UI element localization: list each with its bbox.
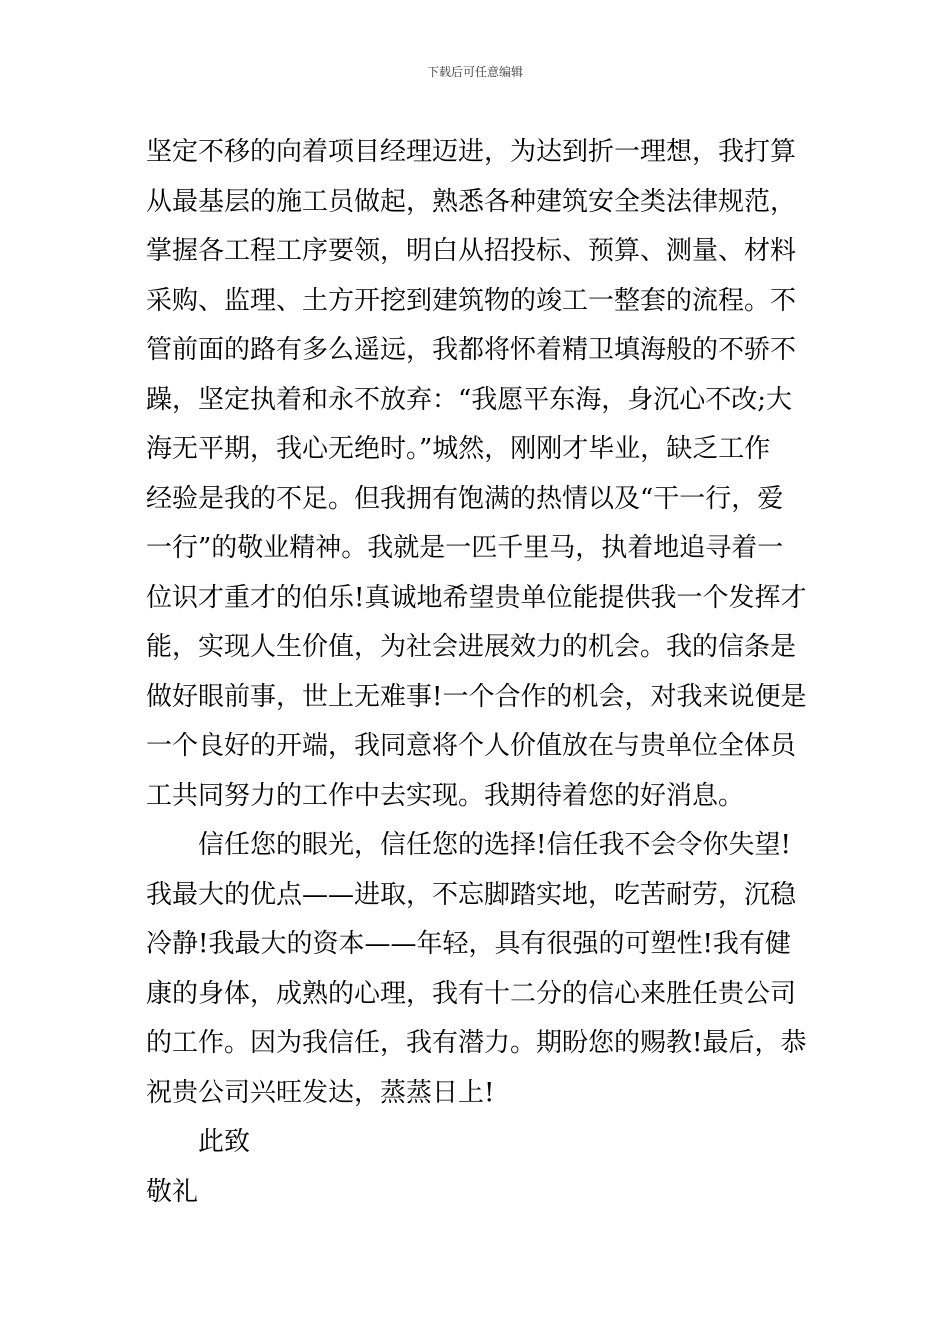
text-line: 冷静!我最大的资本——年轻，具有很强的可塑性!我有健 xyxy=(146,929,791,959)
text-line: 采购、监理、土方开挖到建筑物的竣工一整套的流程。不 xyxy=(146,285,797,316)
text-line: 一个良好的开端，我同意将个人价值放在与贵单位全体员 xyxy=(146,731,797,761)
closing-salutation: 此致 xyxy=(198,1127,251,1157)
closing-regards: 敬礼 xyxy=(146,1176,199,1207)
text-line: 工共同努力的工作中去实现。我期待着您的好消息。 xyxy=(146,780,745,811)
text-line: 坚定不移的向着项目经理迈进，为达到折一理想，我打算 xyxy=(146,137,797,167)
page-header: 下载后可任意编辑 xyxy=(426,65,523,79)
text-line: 能，实现人生价值，为社会进展效力的机会。我的信条是 xyxy=(146,632,797,662)
text-line: 躁，坚定执着和永不放弃：“我愿平东海，身沉心不改;大 xyxy=(146,384,793,415)
text-line: 海无平期，我心无绝时。”城然，刚刚才毕业，缺乏工作 xyxy=(146,434,771,464)
text-line: 从最基层的施工员做起，熟悉各种建筑安全类法律规范， xyxy=(146,186,797,217)
text-line: 一行”的敬业精神。我就是一匹千里马，执着地追寻着一 xyxy=(146,533,784,563)
text-line: 康的身体，成熟的心理，我有十二分的信心来胜任贵公司 xyxy=(146,978,797,1009)
text-line: 掌握各工程工序要领，明白从招投标、预算、测量、材料 xyxy=(146,236,797,266)
text-line: 经验是我的不足。但我拥有饱满的热情以及“干一行，爱 xyxy=(146,483,784,514)
text-line: 的工作。因为我信任，我有潜力。期盼您的赐教!最后，恭 xyxy=(146,1028,806,1058)
paragraph-start-line: 信任您的眼光，信任您的选择!信任我不会令你失望! xyxy=(198,830,791,860)
text-line: 做好眼前事，世上无难事!一个合作的机会，对我来说便是 xyxy=(146,681,806,712)
text-line: 位识才重才的伯乐!真诚地希望贵单位能提供我一个发挥才 xyxy=(146,582,806,613)
text-line: 祝贵公司兴旺发达，蒸蒸日上! xyxy=(146,1077,495,1108)
text-line: 管前面的路有多么遥远，我都将怀着精卫填海般的不骄不 xyxy=(146,335,797,365)
letter-body xyxy=(146,128,806,1217)
text-line: 我最大的优点——进取，不忘脚踏实地，吃苦耐劳，沉稳 xyxy=(146,879,797,910)
